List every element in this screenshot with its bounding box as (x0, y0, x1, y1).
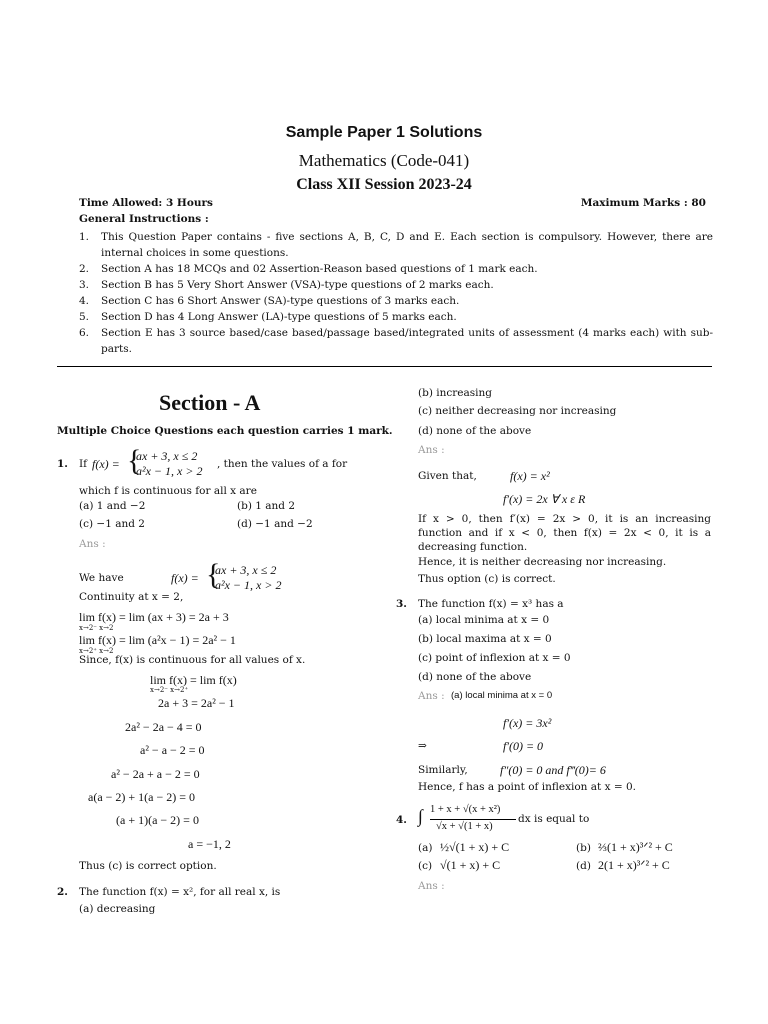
option-a: (a) local minima at x = 0 (418, 614, 550, 626)
q1-fx2: f(x) = (171, 571, 199, 585)
option-b: ⅔(1 + x)³ᐟ² + C (598, 840, 673, 854)
option-b: (b) 1 and 2 (237, 500, 296, 512)
q1-conclusion: Thus (c) is correct option. (79, 860, 217, 872)
derivative-at-zero: f′(0) = 0 (503, 739, 544, 753)
step-4: a² − a − 2 = 0 (140, 743, 205, 757)
option-c: √(1 + x) + C (440, 858, 501, 872)
instruction-item: 3. Section B has 5 Very Short Answer (VSA)-type questions of 2 marks each. (79, 279, 494, 291)
question-number: 4. (396, 814, 407, 826)
derivative-eq: f′(x) = 3x² (503, 716, 552, 730)
integrand-numerator: 1 + x + √(x + x²) (430, 804, 501, 815)
brace: { (206, 558, 221, 591)
subject-title: Mathematics (Code-041) (298, 151, 470, 170)
q2-explanation: If x > 0, then f′(x) = 2x > 0, it is an increasing function and if x < 0, then f(x) = 2x < 0, it is a decreasing function. (418, 513, 711, 553)
answer-label: Ans : (79, 538, 106, 550)
given-that: Given that, (418, 470, 477, 482)
option-a: (a) 1 and −2 (79, 500, 146, 512)
instructions-list (79, 229, 713, 357)
q2-conclusion: Thus option (c) is correct. (418, 573, 556, 585)
step-5: a² − 2a + a − 2 = 0 (111, 767, 200, 781)
option-d: 2(1 + x)³ᐟ² + C (598, 858, 670, 872)
instruction-item: 2. Section A has 18 MCQs and 02 Assertion-Reason based questions of 1 mark each. (79, 263, 538, 275)
q3-conclusion: Hence, f has a point of inflexion at x = 0. (418, 781, 637, 793)
since-text: Since, f(x) is continuous for all values of x. (79, 654, 306, 666)
max-marks: Maximum Marks : 80 (580, 197, 706, 209)
instruction-item: 6. Section E has 3 source based/case based/passage based/integrated units of assessment (4 marks each) with sub-parts. (79, 327, 713, 355)
step-1: lim f(x) = lim f(x) (150, 673, 237, 687)
option-b: (b) local maxima at x = 0 (418, 633, 552, 645)
section-title: Section - A (159, 390, 261, 415)
q1-then: , then the values of a for (217, 458, 348, 470)
divider (57, 366, 712, 367)
similarly: Similarly, (418, 764, 468, 776)
limit-right: lim f(x) = lim (a²x − 1) = 2a² − 1 (79, 633, 236, 647)
given-eq-2: f′(x) = 2x ∀ x ε R (503, 492, 586, 506)
q1-fx: f(x) = (92, 457, 120, 471)
option-d-label: (d) (576, 860, 591, 872)
answer-label: Ans : (418, 880, 445, 892)
q2-text: The function f(x) = x², for all real x, is (79, 886, 281, 898)
implies-arrow: ⇒ (418, 740, 427, 752)
option-b-label: (b) (576, 842, 591, 854)
integral-sign: ∫ (418, 806, 423, 826)
step-6: a(a − 2) + 1(a − 2) = 0 (88, 790, 196, 804)
option-a: ½√(1 + x) + C (440, 840, 510, 854)
second-third-derivative: f″(0) = 0 and f‴(0)= 6 (500, 763, 606, 777)
option-c: (c) −1 and 2 (79, 518, 145, 530)
option-b: (b) increasing (418, 387, 492, 399)
option-d: (d) none of the above (418, 425, 532, 437)
instruction-item: 4. Section C has 6 Short Answer (SA)-type questions of 3 marks each. (79, 295, 460, 307)
instruction-item: 1. This Question Paper contains - five sections A, B, C, D and E. Each section is compulsory. However, there are internal choices in some questions. (79, 231, 713, 259)
option-c: (c) neither decreasing nor increasing (418, 405, 617, 417)
continuity-at: Continuity at x = 2, (79, 591, 184, 603)
question-number: 3. (396, 598, 407, 610)
integrand-denominator: √x + √(1 + x) (436, 821, 493, 832)
fraction-bar (430, 819, 516, 820)
step-8: a = −1, 2 (188, 837, 231, 851)
q1-case2-repeat: a²x − 1, x > 2 (215, 578, 282, 592)
option-d: (d) −1 and −2 (237, 518, 313, 530)
option-a-label: (a) (418, 842, 433, 854)
q4-text: dx is equal to (518, 813, 590, 825)
limit-left: lim f(x) = lim (ax + 3) = 2a + 3 (79, 610, 229, 624)
answer-label: Ans : (418, 690, 445, 702)
q1-if: If (79, 458, 88, 470)
question-number: 1. (57, 458, 68, 470)
answer-label: Ans : (418, 444, 445, 456)
we-have: We have (79, 572, 124, 584)
given-eq-1: f(x) = x² (510, 469, 550, 483)
q1-continuity-text: which f is continuous for all x are (79, 485, 257, 497)
step-3: 2a² − 2a − 4 = 0 (125, 720, 202, 734)
q1-case1-repeat: ax + 3, x ≤ 2 (215, 563, 277, 577)
q1-case2: a²x − 1, x > 2 (136, 464, 203, 478)
option-c-label: (c) (418, 860, 433, 872)
step-1-sub: x→2⁻ x→2⁺ (150, 686, 189, 694)
paper-title: Sample Paper 1 Solutions (285, 124, 483, 141)
step-2: 2a + 3 = 2a² − 1 (158, 696, 235, 710)
q1-case1: ax + 3, x ≤ 2 (136, 449, 198, 463)
option-c: (c) point of inflexion at x = 0 (418, 652, 571, 664)
brace: { (127, 444, 142, 477)
q3-answer-choice: (a) local minima at x = 0 (451, 690, 553, 701)
time-allowed: Time Allowed: 3 Hours (79, 197, 213, 209)
q3-text: The function f(x) = x³ has a (418, 598, 564, 610)
option-d: (d) none of the above (418, 671, 532, 683)
question-number: 2. (57, 886, 68, 898)
limit-right-sub: x→2⁺ x→2 (79, 647, 114, 655)
step-7: (a + 1)(a − 2) = 0 (116, 813, 199, 827)
limit-left-sub: x→2⁻ x→2 (79, 624, 114, 632)
option-a: (a) decreasing (79, 903, 156, 915)
general-instructions-heading: General Instructions : (79, 213, 209, 225)
instruction-item: 5. Section D has 4 Long Answer (LA)-type questions of 5 marks each. (79, 311, 457, 323)
class-session: Class XII Session 2023-24 (296, 176, 472, 193)
section-note: Multiple Choice Questions each question carries 1 mark. (57, 425, 393, 437)
q2-hence: Hence, it is neither decreasing nor increasing. (418, 556, 667, 568)
